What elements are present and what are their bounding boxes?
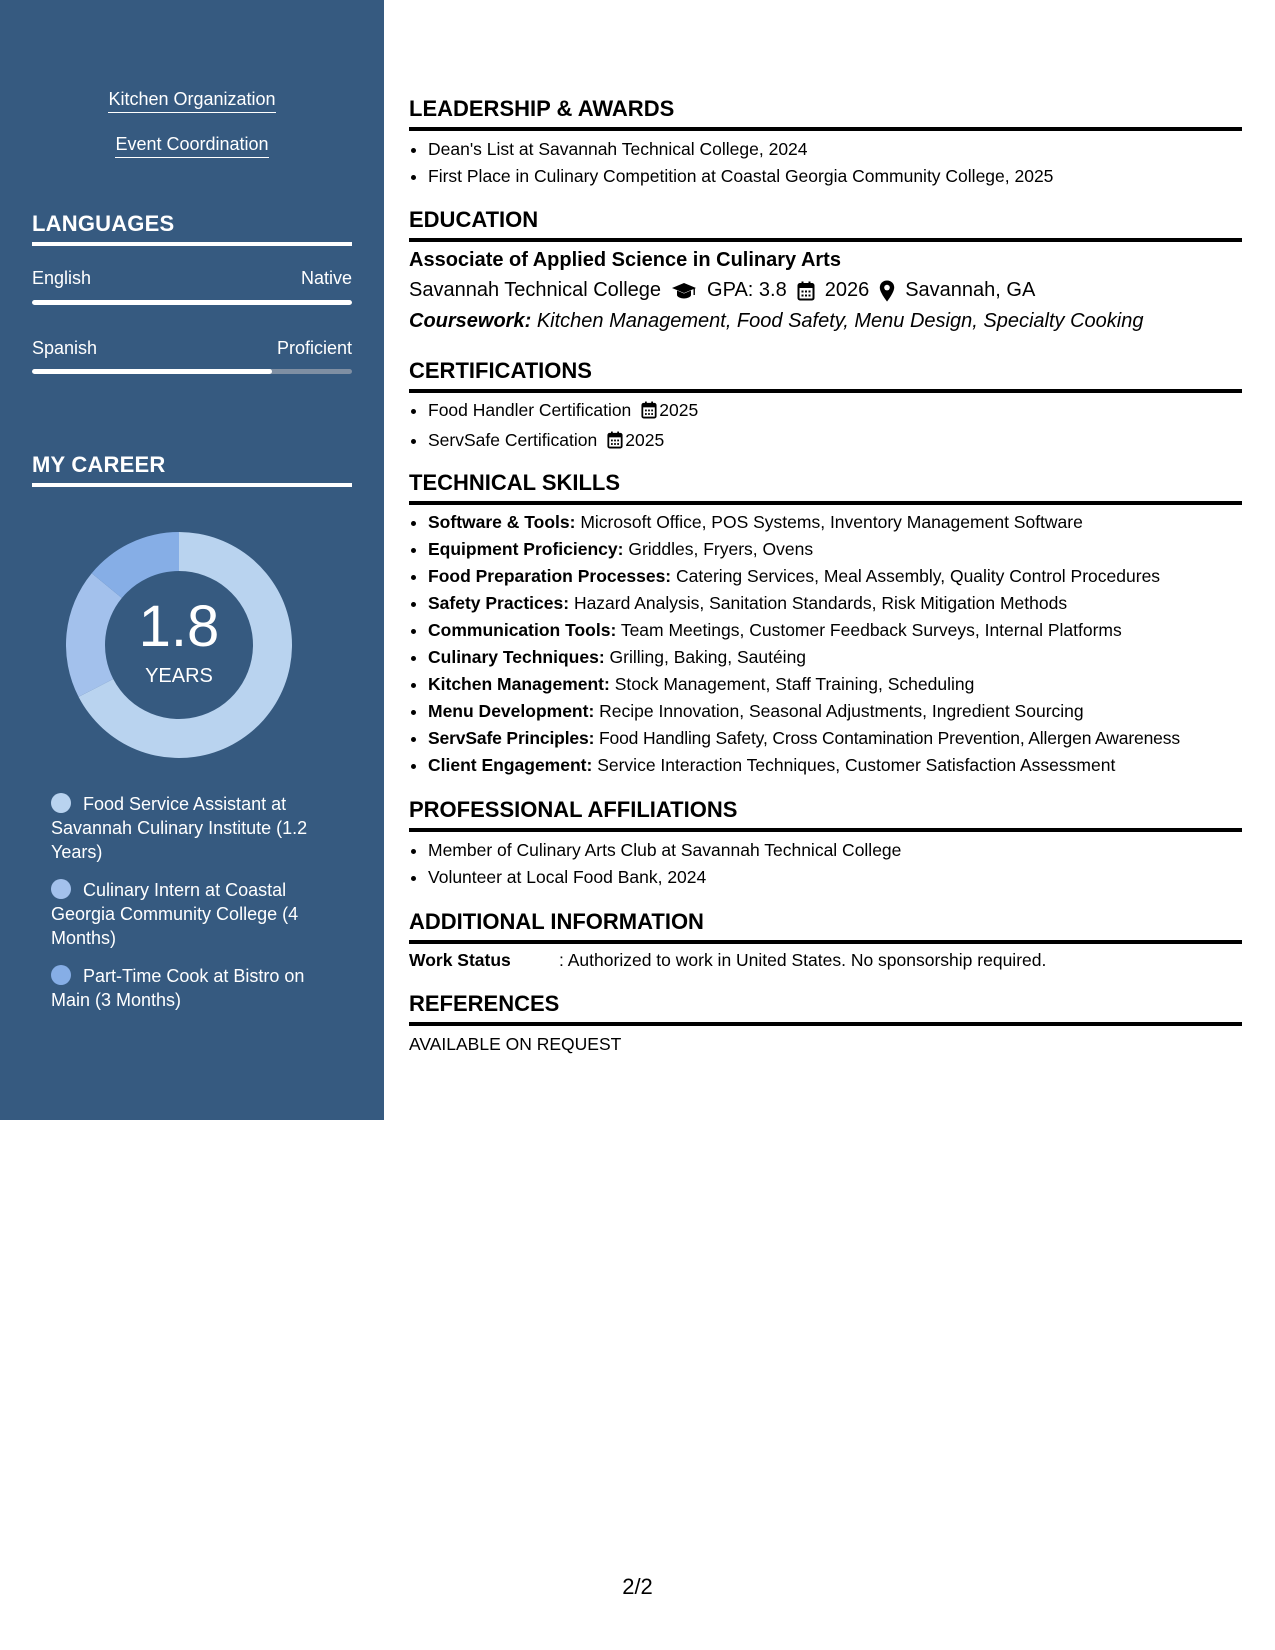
sidebar-link-event-coordination[interactable]: Event Coordination [0,134,384,158]
language-level: Native [300,268,352,288]
certification-name: Food Handler Certification [428,400,632,420]
list-item [428,563,1242,590]
school-location: Savannah, GA [905,279,1036,301]
language-bar-spanish [32,369,352,374]
skill-value: Recipe Innovation, Seasonal Adjustments, Ingredient Sourcing [599,701,1084,721]
list-item [428,725,1242,752]
skill-value: Stock Management, Staff Training, Scheduling [614,674,975,694]
career-total-unit: YEARS [145,665,213,687]
skill-label: Culinary Techniques: [428,647,605,667]
skill-value: Grilling, Baking, Sautéing [609,647,807,667]
certifications-list [409,397,1242,457]
list-item [428,427,1242,457]
sidebar [0,0,384,1120]
skill-label: Equipment Proficiency: [428,539,624,559]
school-name: Savannah Technical College [409,279,662,301]
education-details [409,279,1035,302]
list-item [428,397,1242,427]
location-pin-icon [879,280,895,302]
language-bar-fill [32,369,272,374]
certifications-heading: CERTIFICATIONS [409,358,1242,393]
list-item [428,752,1242,779]
language-level: Proficient [276,338,352,358]
career-dot [51,793,71,813]
certification-year: 2025 [659,400,699,420]
skill-value: Hazard Analysis, Sanitation Standards, Risk Mitigation Methods [573,593,1068,613]
list-item [428,644,1242,671]
list-item [428,671,1242,698]
calendar-icon [641,400,657,427]
leadership-heading: LEADERSHIP & AWARDS [409,96,1242,131]
language-name: English [32,268,92,288]
skill-value: Food Handling Safety, Cross Contamination Prevention, Allergen Awareness [598,728,1180,748]
list-item: • Volunteer at Local Food Bank, 2024 [428,864,1242,891]
skill-label: Client Engagement: [428,755,593,775]
work-status [409,950,1046,971]
language-english [32,268,352,289]
certification-year: 2025 [625,430,665,450]
list-item [428,536,1242,563]
skill-value: Microsoft Office, POS Systems, Inventory Management Software [580,512,1083,532]
career-dot [51,879,71,899]
language-bar-english [32,300,352,305]
career-item: Part-Time Cook at Bistro on Main (3 Months) [51,966,305,1010]
list-item: • First Place in Culinary Competition at Coastal Georgia Community College, 2025 [428,163,1242,190]
work-status-label: Work Status [409,950,511,970]
skill-label: Communication Tools: [428,620,617,640]
graduation-year: 2026 [824,279,870,301]
skills-heading: TECHNICAL SKILLS [409,470,1242,505]
calendar-icon [797,281,815,301]
list-item [428,617,1242,644]
career-item: Culinary Intern at Coastal Georgia Community College (4 Months) [51,880,299,948]
gpa: GPA: 3.8 [707,279,787,301]
page-number: 2/2 [622,1574,653,1599]
affiliations-heading: PROFESSIONAL AFFILIATIONS [409,797,1242,832]
degree-title: Associate of Applied Science in Culinary Arts [409,249,841,271]
coursework [409,310,1143,333]
languages-heading: LANGUAGES [32,211,352,246]
additional-info-heading: ADDITIONAL INFORMATION [409,909,1242,944]
career-item: Food Service Assistant at Savannah Culinary Institute (1.2 Years) [51,794,308,862]
sidebar-link-kitchen-organization[interactable]: Kitchen Organization [0,89,384,113]
skill-label: Software & Tools: [428,512,576,532]
language-name: Spanish [32,338,98,358]
certification-name: ServSafe Certification [428,430,598,450]
calendar-icon [607,430,623,457]
list-item [428,509,1242,536]
list-item [428,590,1242,617]
career-list [51,792,336,1026]
leadership-list [409,136,1242,190]
education-heading: EDUCATION [409,207,1242,242]
career-dot [51,965,71,985]
affiliations-list [409,837,1242,891]
skill-value: Griddles, Fryers, Ovens [628,539,814,559]
skill-value: Catering Services, Meal Assembly, Quality Control Procedures [676,566,1161,586]
language-spanish [32,338,352,359]
list-item: • Member of Culinary Arts Club at Savannah Technical College [428,837,1242,864]
skill-label: Safety Practices: [428,593,570,613]
skill-label: Food Preparation Processes: [428,566,672,586]
work-status-value: : Authorized to work in United States. No sponsorship required. [559,950,1047,970]
skill-value: Service Interaction Techniques, Customer Satisfaction Assessment [597,755,1116,775]
references-text: AVAILABLE ON REQUEST [409,1034,622,1054]
career-heading: MY CAREER [32,452,352,487]
career-total-value: 1.8 [138,594,220,659]
list-item [428,698,1242,725]
skills-list [409,509,1242,779]
language-bar-fill [32,300,352,305]
coursework-value: Kitchen Management, Food Safety, Menu Design, Specialty Cooking [536,310,1144,332]
list-item: • Dean's List at Savannah Technical College, 2024 [428,136,1242,163]
coursework-label: Coursework: [409,310,532,332]
references-heading: REFERENCES [409,991,1242,1026]
skill-value: Team Meetings, Customer Feedback Surveys, Internal Platforms [620,620,1122,640]
skill-label: ServSafe Principles: [428,728,595,748]
skill-label: Menu Development: [428,701,595,721]
skill-label: Kitchen Management: [428,674,610,694]
graduation-cap-icon [671,282,697,300]
